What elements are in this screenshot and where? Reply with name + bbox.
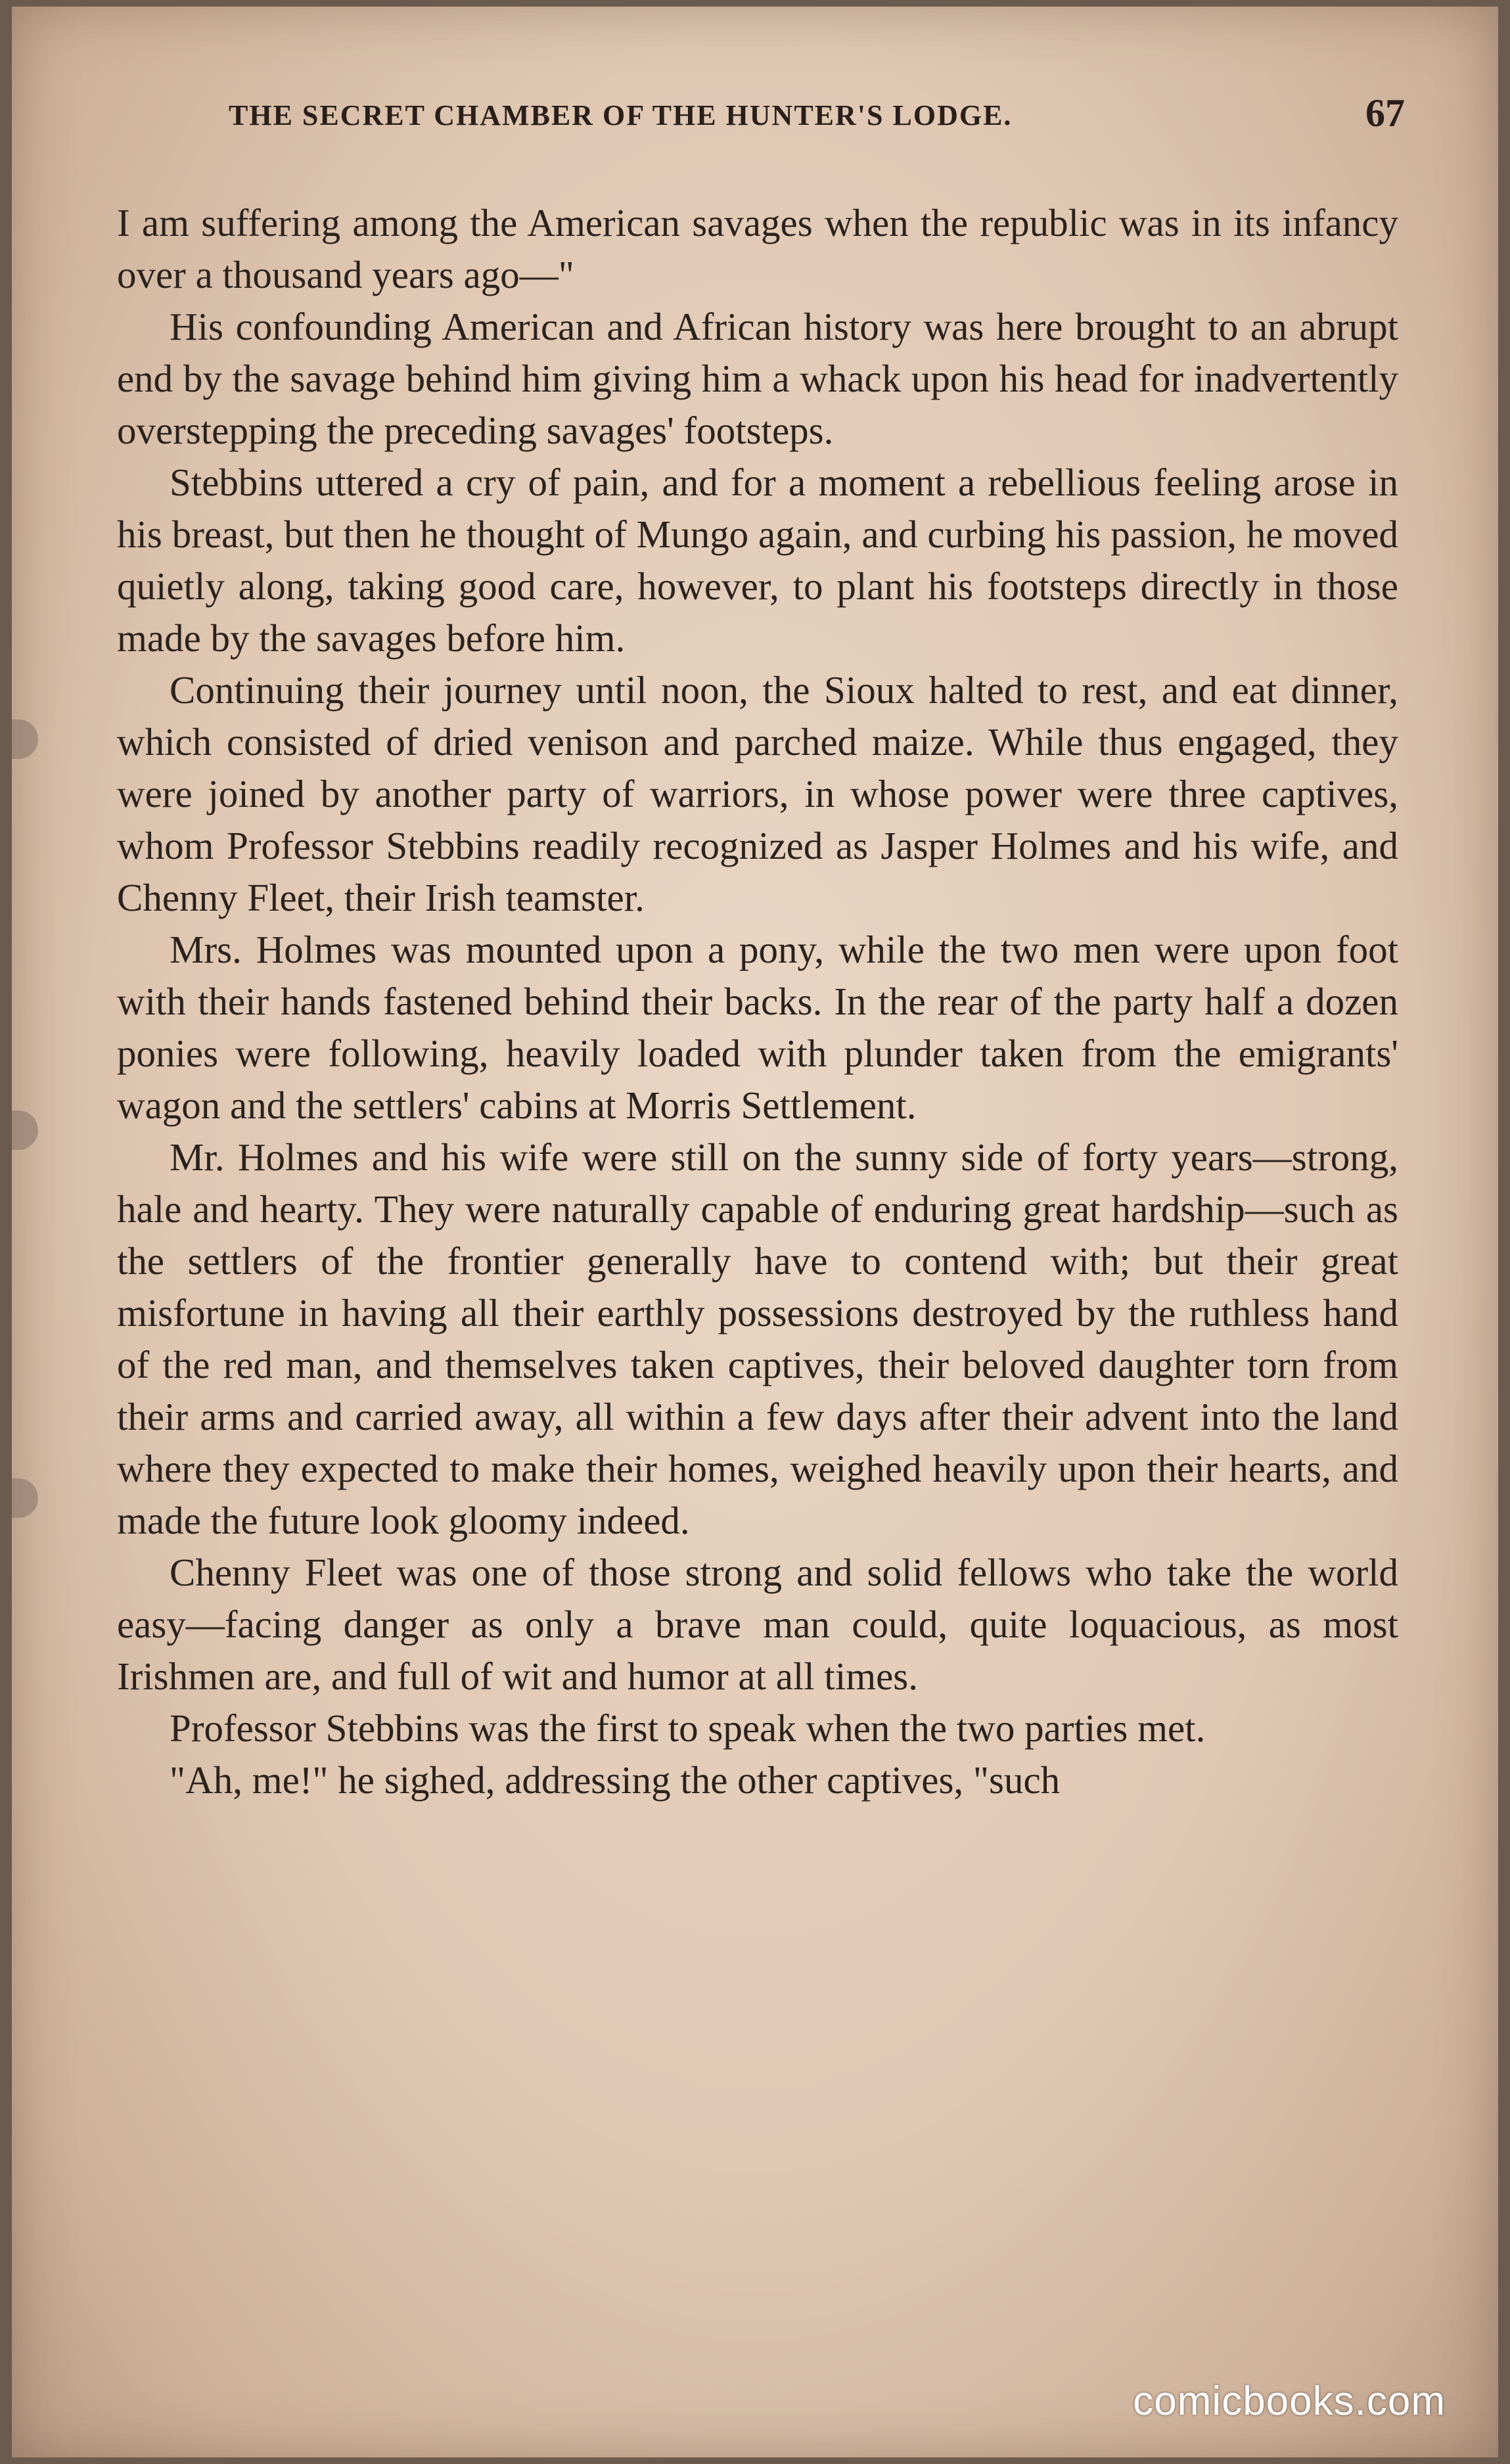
- page-number: 67: [1365, 91, 1405, 135]
- paragraph: His confounding American and African history was here brought to an abrupt end by the savage behind him giving him a whack upon his head for inadvertently overstepping the preceding savages' footsteps.: [117, 305, 1398, 452]
- paragraph: Professor Stebbins was the first to speak when the two parties met.: [170, 1706, 1206, 1750]
- page-edge-tear: [12, 719, 38, 759]
- paragraph: Mrs. Holmes was mounted upon a pony, while the two men were upon foot with their hands fastened behind their backs. In the rear of the party half a dozen ponies were following, heavily loaded with plunder taken from the emigrants' wagon and the settlers' cabins at Morris Settlement.: [117, 928, 1398, 1127]
- paragraph: Mr. Holmes and his wife were still on the sunny side of forty years—strong, hale and hearty. They were naturally capable of enduring great hardship—such as the settlers of the frontier generally have to contend with; but their great misfortune in having all their earthly possessions destroyed by the ruthless hand of the red man, and themselves taken captives, their beloved daughter torn from their arms and carried away, all within a few days after their advent into the land where they expected to make their homes, weighed heavily upon their hearts, and made the future look gloomy indeed.: [117, 1135, 1398, 1542]
- paragraph: I am suffering among the American savages when the republic was in its infancy over a thousand years ago—": [117, 201, 1398, 296]
- paragraph: Continuing their journey until noon, the Sioux halted to rest, and eat dinner, which consisted of dried venison and parched maize. While thus engaged, they were joined by another party of warriors, in whose power were three captives, whom Professor Stebbins readily recognized as Jasper Holmes and his wife, and Chenny Fleet, their Irish teamster.: [117, 668, 1398, 919]
- paragraph: "Ah, me!" he sighed, addressing the other captives, "such: [170, 1758, 1061, 1802]
- paragraph: Chenny Fleet was one of those strong and solid fellows who take the world easy—facing danger as only a brave man could, quite loquacious, as most Irishmen are, and full of wit and humor at all times.: [117, 1551, 1398, 1698]
- paragraph: Stebbins uttered a cry of pain, and for a moment a rebellious feeling arose in his breast, but then he thought of Mungo again, and curbing his passion, he moved quietly along, taking good care, however, to plant his footsteps directly in those made by the savages before him.: [117, 461, 1398, 660]
- running-head: THE SECRET CHAMBER OF THE HUNTER'S LODGE.: [229, 99, 1013, 131]
- book-page: [12, 7, 1498, 2457]
- body-text: [117, 197, 1398, 1806]
- page-edge-tear: [12, 1478, 38, 1518]
- page-edge-tear: [12, 1110, 38, 1150]
- watermark: comicbooks.com: [1133, 2379, 1446, 2424]
- page-header: [209, 91, 1405, 137]
